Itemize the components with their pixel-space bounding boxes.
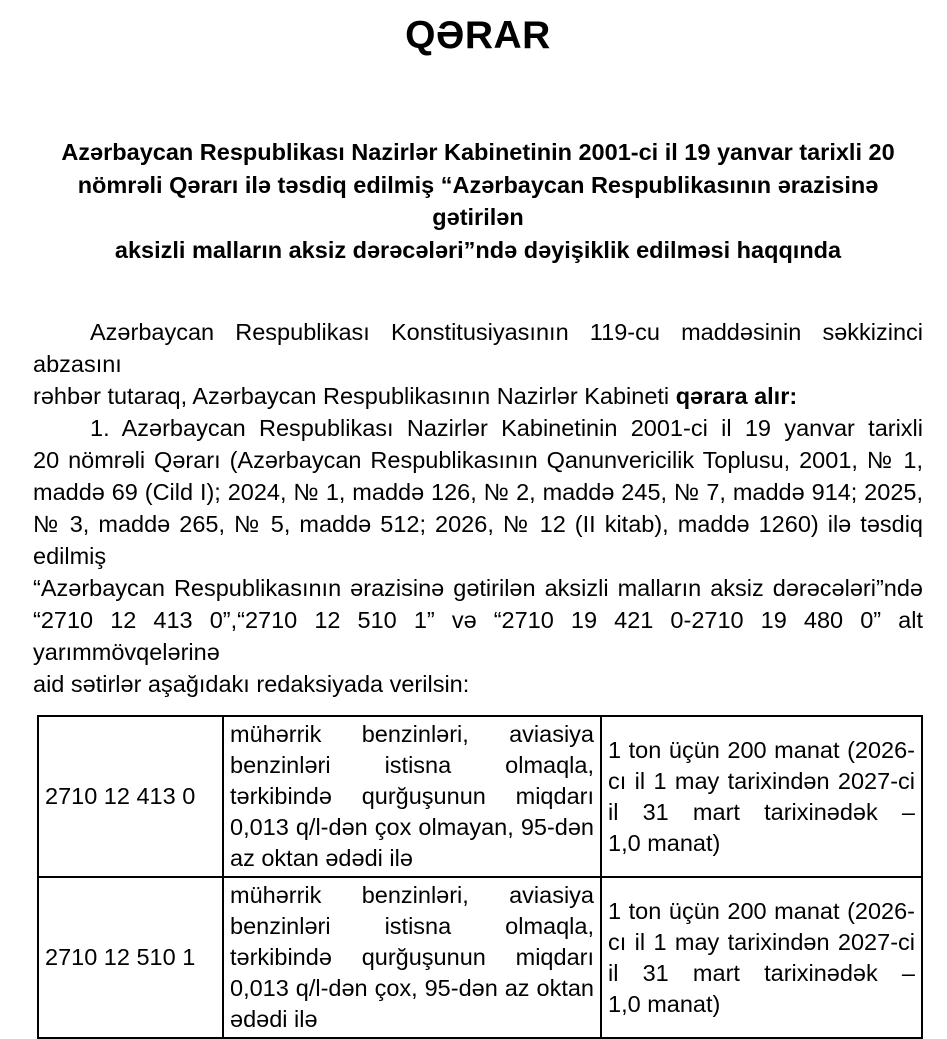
document-title: QƏRAR	[405, 14, 551, 57]
table-row	[38, 877, 922, 1038]
text-line: il 31 mart tarixinədək –	[608, 959, 915, 986]
goods-description-cell	[223, 716, 601, 877]
table-row	[38, 716, 922, 877]
text-line: benzinləri istisna olmaqla,	[230, 913, 594, 939]
text-line: aid sətirlər aşağıdakı redaksiyada verilsin:	[33, 671, 470, 697]
text-line: 20 nömrəli Qərarı (Azərbaycan Respublikasının Qanunvericilik Toplusu, 2001, № 1,	[33, 447, 923, 473]
text-line: 1,0 manat)	[608, 990, 721, 1017]
text-line: “Azərbaycan Respublikasının ərazisinə gətirilən aksizli malların aksiz dərəcələri”ndə	[33, 575, 923, 601]
excise-rate-cell	[601, 877, 922, 1038]
text-line: 1,0 manat)	[608, 829, 721, 856]
text-line: cı il 1 may tarixindən 2027-ci	[608, 928, 915, 955]
text-line: mühərrik benzinləri, aviasiya	[230, 882, 594, 908]
goods-description-cell	[223, 877, 601, 1038]
text-line: № 3, maddə 265, № 5, maddə 512; 2026, № 12 (II kitab), maddə 1260) ilə təsdiq edilmiş	[33, 511, 923, 569]
preamble-paragraph	[33, 316, 923, 412]
text-line: Azərbaycan Respublikası Konstitusiyasının 119-cu maddəsinin səkkizinci abzasını	[33, 319, 923, 377]
text-line: aksizli malların aksiz dərəcələri”ndə dəyişiklik edilməsi haqqında	[114, 236, 842, 263]
decision-bold-text: qərara alır:	[675, 383, 798, 409]
document-subtitle	[33, 136, 923, 266]
text-line: benzinləri istisna olmaqla,	[230, 752, 594, 778]
text-line: Azərbaycan Respublikası Nazirlər Kabinetinin 2001-ci il 19 yanvar tarixli 20	[61, 139, 895, 165]
text-line: il 31 mart tarixinədək –	[608, 798, 915, 825]
decree-document-page	[0, 14, 947, 1032]
text-line: ədədi ilə	[230, 1006, 318, 1032]
text-line: tərkibində qurğuşunun miqdarı	[230, 783, 594, 809]
text-line: maddə 69 (Cild I); 2024, № 1, maddə 126, № 2, maddə 245, № 7, maddə 914; 2025,	[33, 479, 923, 505]
text-line: tərkibində qurğuşunun miqdarı	[230, 944, 594, 970]
text-line: cı il 1 may tarixindən 2027-ci	[608, 767, 915, 794]
text-line: 0,013 q/l-dən çox, 95-dən az oktan	[230, 975, 594, 1001]
text-line: mühərrik benzinləri, aviasiya	[230, 721, 594, 747]
preamble-regular-text: rəhbər tutaraq, Azərbaycan Respublikasının Nazirlər Kabineti	[33, 383, 676, 409]
item-1-paragraph	[33, 412, 923, 700]
text-line: 0,013 q/l-dən çox olmayan, 95-dən	[230, 814, 594, 840]
text-line: 1 ton üçün 200 manat (2026-	[608, 897, 915, 924]
text-line: “2710 12 413 0”,“2710 12 510 1” və “2710 19 421 0-2710 19 480 0” alt yarımmövqelərinə	[33, 607, 923, 665]
subheading-code-cell: 2710 12 413 0	[38, 716, 223, 877]
text-line: nömrəli Qərarı ilə təsdiq edilmiş “Azərbaycan Respublikasının ərazisinə gətirilən	[77, 171, 879, 230]
text-line: 1. Azərbaycan Respublikası Nazirlər Kabinetinin 2001-ci il 19 yanvar tarixli	[90, 415, 923, 441]
excise-rates-table	[37, 715, 923, 1039]
text-line: az oktan ədədi ilə	[230, 845, 413, 871]
subheading-code-cell: 2710 12 510 1	[38, 877, 223, 1038]
excise-rate-cell	[601, 716, 922, 877]
text-line: 1 ton üçün 200 manat (2026-	[608, 736, 915, 763]
text-line	[33, 380, 923, 412]
